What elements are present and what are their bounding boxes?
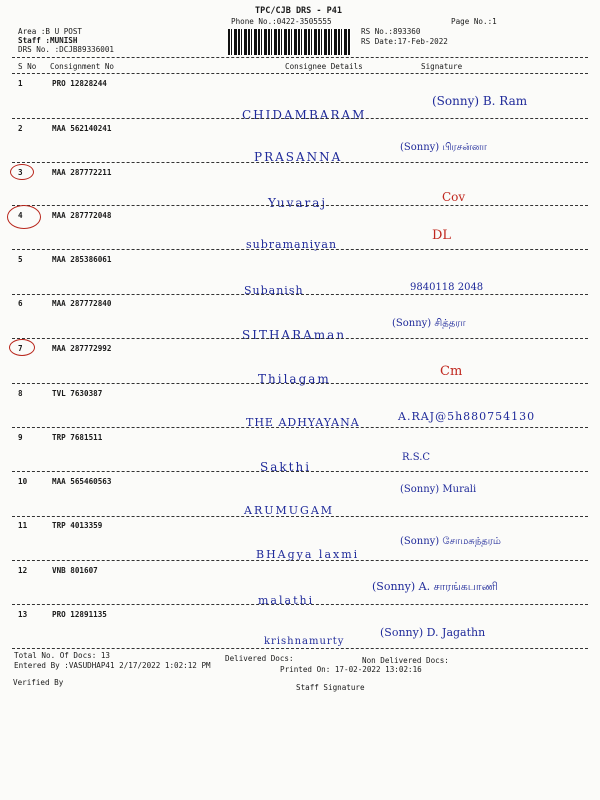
column-sno: S No bbox=[18, 62, 37, 71]
row-consignment: VNB 801607 bbox=[52, 566, 98, 575]
staff-label: Staff :MUNISH bbox=[18, 36, 78, 45]
total-docs: Total No. Of Docs: 13 bbox=[14, 651, 111, 660]
row-sno: 5 bbox=[18, 255, 23, 264]
consignee-name: SITHARAman bbox=[242, 328, 347, 342]
row-consignment: MAA 287772211 bbox=[52, 168, 112, 177]
signature: A.RAJ@5h880754130 bbox=[398, 410, 536, 423]
drs-number: DRS No. :DCJB89336001 bbox=[18, 45, 115, 54]
column-consignment: Consignment No bbox=[50, 62, 115, 71]
printed-on: Printed On: 17-02-2022 13:02:16 bbox=[280, 665, 422, 674]
row-marker-circle bbox=[7, 205, 41, 229]
row-sno: 3 bbox=[18, 168, 23, 177]
row-divider bbox=[12, 648, 588, 649]
row-sno: 1 bbox=[18, 79, 23, 88]
signature: (Sonny) பிரசன்னா bbox=[400, 142, 487, 153]
row-consignment: PRO 12828244 bbox=[52, 79, 107, 88]
header-divider-top bbox=[12, 57, 588, 58]
row-sno: 11 bbox=[18, 521, 28, 530]
non-delivered-docs: Non Delivered Docs: bbox=[362, 656, 449, 665]
delivered-docs: Delivered Docs: bbox=[225, 654, 294, 663]
signature: (Sonny) Murali bbox=[400, 484, 477, 495]
row-consignment: TRP 4013359 bbox=[52, 521, 103, 530]
row-sno: 4 bbox=[18, 211, 23, 220]
signature: (Sonny) A. சாரங்கபாணி bbox=[372, 580, 499, 593]
row-sno: 9 bbox=[18, 433, 23, 442]
rs-date: RS Date:17-Feb-2022 bbox=[361, 37, 448, 46]
staff-signature-label: Staff Signature bbox=[296, 683, 365, 692]
consignee-name: malathi bbox=[258, 594, 315, 607]
signature: (Sonny) சித்தரா bbox=[392, 318, 466, 329]
document-title: TPC/CJB DRS - P41 bbox=[255, 6, 342, 16]
page-number: Page No.:1 bbox=[451, 17, 497, 26]
row-consignment: MAA 287772048 bbox=[52, 211, 112, 220]
row-sno: 13 bbox=[18, 610, 28, 619]
verified-by: Verified By bbox=[13, 678, 64, 687]
rs-number: RS No.:893360 bbox=[361, 27, 421, 36]
row-consignment: MAA 287772992 bbox=[52, 344, 112, 353]
consignee-name: THE ADHYAYANA bbox=[246, 416, 360, 429]
signature: DL bbox=[432, 228, 452, 243]
column-consignee: Consignee Details bbox=[285, 62, 363, 71]
row-divider bbox=[12, 427, 588, 428]
row-divider bbox=[12, 162, 588, 163]
row-divider bbox=[12, 118, 588, 119]
row-consignment: TVL 7630387 bbox=[52, 389, 103, 398]
row-divider bbox=[12, 383, 588, 384]
row-consignment: MAA 285386061 bbox=[52, 255, 112, 264]
entered-by: Entered By :VASUDHAP41 2/17/2022 1:02:12 PM bbox=[14, 661, 211, 670]
signature: (Sonny) சோமசுந்தரம் bbox=[400, 536, 501, 547]
barcode bbox=[228, 29, 351, 55]
signature: (Sonny) B. Ram bbox=[432, 94, 528, 108]
consignee-name: Sakthi bbox=[260, 460, 312, 474]
row-divider bbox=[12, 604, 588, 605]
row-consignment: PRO 12891135 bbox=[52, 610, 107, 619]
row-consignment: MAA 287772840 bbox=[52, 299, 112, 308]
row-divider bbox=[12, 205, 588, 206]
consignee-name: Yuvaraj bbox=[268, 196, 328, 210]
row-sno: 12 bbox=[18, 566, 28, 575]
row-divider bbox=[12, 471, 588, 472]
row-divider bbox=[12, 249, 588, 250]
row-sno: 7 bbox=[18, 344, 23, 353]
phone-number: Phone No.:0422-3505555 bbox=[231, 17, 332, 26]
consignee-name: BHAgya laxmi bbox=[256, 548, 360, 561]
signature: Cov bbox=[442, 190, 466, 204]
row-divider bbox=[12, 560, 588, 561]
row-sno: 6 bbox=[18, 299, 23, 308]
row-sno: 10 bbox=[18, 477, 28, 486]
signature: 9840118 2048 bbox=[410, 282, 484, 293]
row-consignment: MAA 562140241 bbox=[52, 124, 112, 133]
row-divider bbox=[12, 294, 588, 295]
row-divider bbox=[12, 516, 588, 517]
column-signature: Signature bbox=[421, 62, 463, 71]
row-sno: 8 bbox=[18, 389, 23, 398]
row-consignment: TRP 7681511 bbox=[52, 433, 103, 442]
consignee-name: ARUMUGAM bbox=[244, 504, 335, 517]
signature: (Sonny) D. Jagathn bbox=[380, 626, 486, 639]
signature: Cm bbox=[440, 364, 463, 379]
row-sno: 2 bbox=[18, 124, 23, 133]
consignee-name: Thilagam bbox=[258, 372, 331, 386]
signature: R.S.C bbox=[402, 452, 431, 463]
consignee-name: CHIDAMBARAM bbox=[242, 108, 367, 122]
area-label: Area :B U POST bbox=[18, 27, 83, 36]
header-divider-bottom bbox=[12, 73, 588, 74]
row-consignment: MAA 565460563 bbox=[52, 477, 112, 486]
consignee-name: krishnamurty bbox=[264, 636, 345, 647]
consignee-name: Subanish bbox=[244, 284, 304, 297]
consignee-name: subramaniyan bbox=[246, 238, 338, 251]
consignee-name: PRASANNA bbox=[254, 150, 343, 164]
row-divider bbox=[12, 338, 588, 339]
